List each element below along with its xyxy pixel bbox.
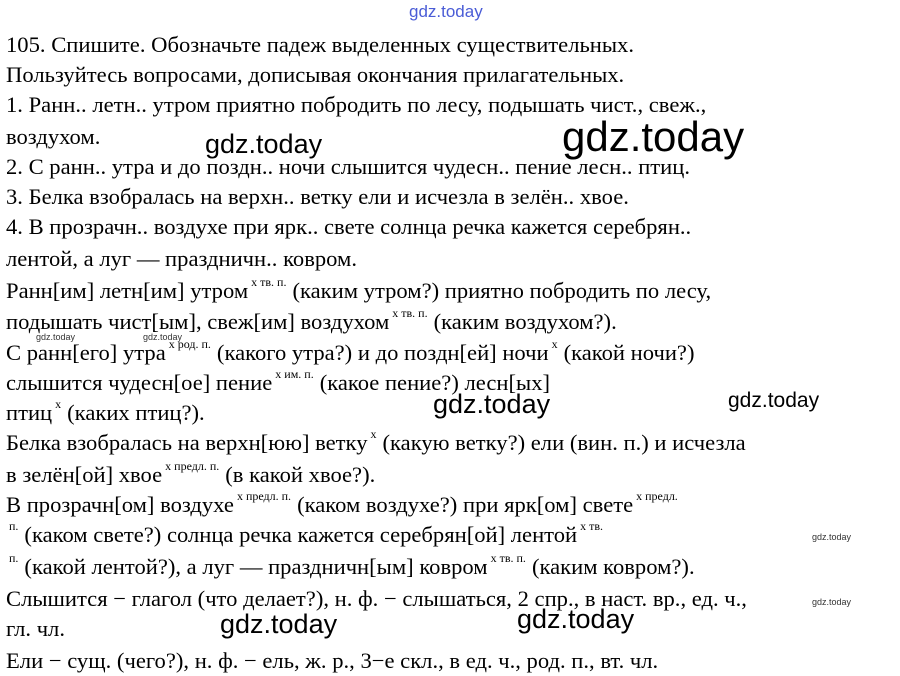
text-segment: (каких птиц?).	[67, 400, 205, 425]
text-segment: (каким утром?) приятно побродить по лесу,	[292, 278, 712, 303]
text-segment: в зелён[ой] хвое	[6, 462, 163, 487]
text-segment: слышится чудесн[ое] пение	[6, 370, 273, 395]
text-line	[6, 650, 658, 673]
watermark: gdz.today	[205, 129, 323, 159]
watermark: gdz.today	[812, 597, 852, 607]
text-segment: Слышится − глагол (что делает?), н. ф. − слышаться, 2 спр., в наст. вр., ед. ч.,	[6, 586, 747, 611]
watermark: gdz.today	[143, 332, 183, 342]
case-mark: x тв. п.	[251, 275, 287, 289]
text-segment: (каком свете?) солнца речка кажется серебрян[ой] лентой	[24, 522, 578, 547]
text-line	[6, 216, 691, 239]
text-segment: 4. В прозрачн.. воздухе при ярк.. свете солнца речка кажется серебрян..	[6, 214, 692, 239]
case-mark: x	[551, 337, 558, 351]
case-mark: x тв.	[580, 519, 604, 533]
text-segment: (какой ночи?)	[563, 340, 695, 365]
text-line	[6, 427, 746, 455]
text-segment: В прозрачн[ом] воздухе	[6, 492, 234, 517]
text-segment: (какую ветку?) ели (вин. п.) и исчезла	[382, 430, 746, 455]
text-line	[6, 588, 747, 611]
watermark-top: gdz.today	[409, 2, 483, 21]
text-line	[6, 248, 357, 271]
text-segment: подышать чист[ым], свеж[им] воздухом	[6, 309, 390, 334]
text-line	[6, 489, 680, 517]
text-segment: (какого утра?) и до поздн[ей] ночи	[216, 340, 549, 365]
text-line	[6, 459, 376, 487]
text-segment: (какой лентой?), а луг — праздничн[ым] ковром	[24, 554, 488, 579]
text-segment: лентой, а луг — праздничн.. ковром.	[6, 246, 357, 271]
text-line	[6, 34, 634, 57]
case-mark: x род. п.	[168, 337, 211, 351]
text-line	[6, 275, 712, 303]
watermark: gdz.today	[220, 609, 338, 639]
case-mark: п.	[9, 519, 19, 533]
case-mark: x	[55, 397, 62, 411]
text-line	[6, 64, 624, 87]
case-mark: п.	[9, 551, 19, 565]
text-segment: (каком воздухе?) при ярк[ом] свете	[297, 492, 634, 517]
case-mark: x предл.	[636, 489, 678, 503]
watermark: gdz.today	[562, 113, 745, 160]
text-segment: (какое пение?) лесн[ых]	[319, 370, 551, 395]
text-line	[6, 126, 100, 149]
text-segment: 3. Белка взобралась на верхн.. ветку ели и исчезла в зелён.. хвое.	[6, 184, 629, 209]
text-line	[6, 551, 695, 579]
watermark: gdz.today	[728, 389, 820, 412]
text-segment: Пользуйтесь вопросами, дописывая окончания прилагательных.	[6, 62, 625, 87]
text-segment: Белка взобралась на верхн[юю] ветку	[6, 430, 368, 455]
text-segment: 105. Спишите. Обозначьте падеж выделенных существительных.	[6, 32, 634, 57]
watermark: gdz.today	[36, 332, 76, 342]
text-segment: 1. Ранн.. летн.. утром приятно побродить по лесу, подышать чист., свеж.,	[6, 92, 707, 117]
text-line	[6, 618, 65, 641]
text-line	[6, 519, 605, 547]
case-mark: x тв. п.	[490, 551, 526, 565]
text-segment: (в какой хвое?).	[225, 462, 376, 487]
text-segment: птиц	[6, 400, 53, 425]
text-segment: гл. чл.	[6, 616, 65, 641]
case-mark: x	[370, 427, 377, 441]
text-segment: Ранн[им] летн[им] утром	[6, 278, 249, 303]
text-segment: Ели − сущ. (чего?), н. ф. − ель, ж. р., 3−е скл., в ед. ч., род. п., вт. чл.	[6, 648, 659, 673]
watermark: gdz.today	[812, 532, 852, 542]
text-segment: (каким ковром?).	[531, 554, 695, 579]
case-mark: x предл. п.	[236, 489, 292, 503]
text-segment: С ранн[его] утра	[6, 340, 166, 365]
text-line	[6, 306, 617, 334]
text-segment: воздухом.	[6, 124, 101, 149]
text-segment: (каким воздухом?).	[433, 309, 617, 334]
text-segment: 2. С ранн.. утра и до поздн.. ночи слышится чудесн.. пение лесн.. птиц.	[6, 154, 690, 179]
text-line	[6, 186, 629, 209]
watermark: gdz.today	[517, 604, 635, 634]
case-mark: x тв. п.	[392, 306, 428, 320]
text-line	[6, 397, 205, 425]
case-mark: x предл. п.	[165, 459, 220, 473]
case-mark: x им. п.	[275, 367, 314, 381]
watermark: gdz.today	[433, 389, 551, 419]
